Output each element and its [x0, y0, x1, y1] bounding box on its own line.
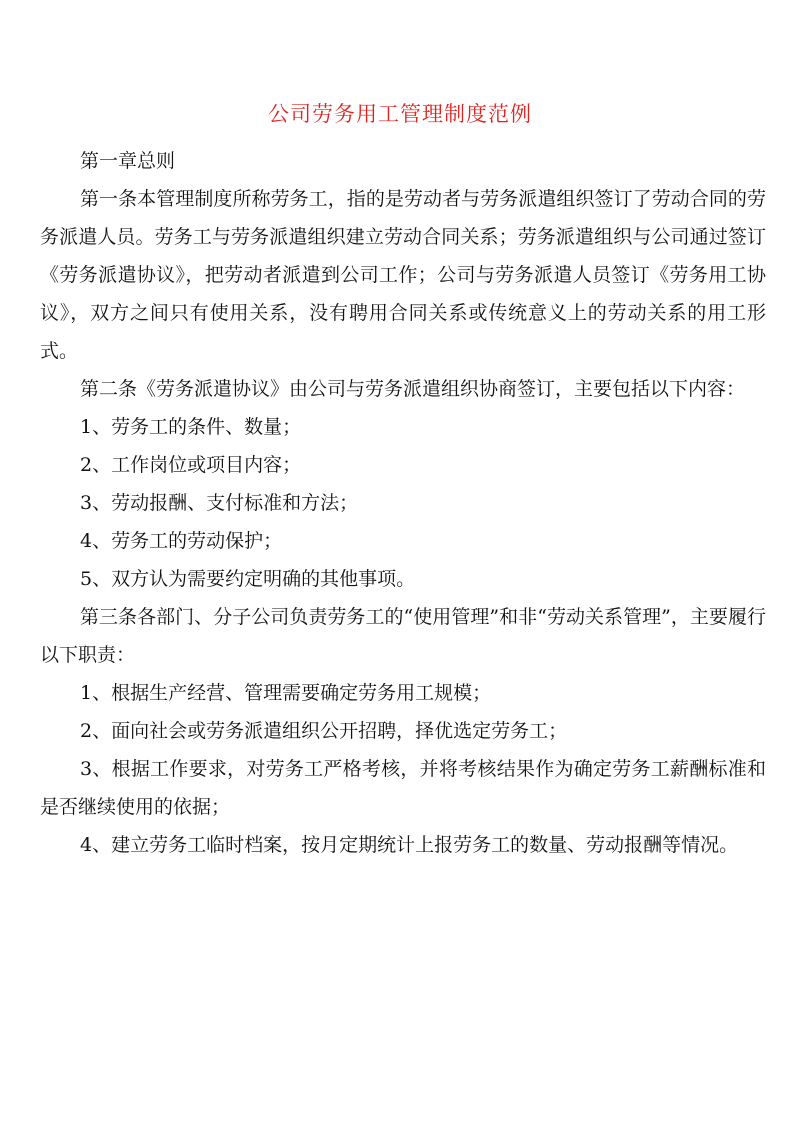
article-2-item-4: 4、劳务工的劳动保护； [80, 530, 283, 552]
article-3-item-3: 3、根据工作要求，对劳务工严格考核，并将考核结果作为确定劳务工薪酬标准和是否继续使用的依据； [40, 758, 766, 818]
article-1-paragraph: 第一条本管理制度所称劳务工，指的是劳动者与劳务派遣组织签订了劳动合同的劳务派遣人员。劳务工与劳务派遣组织建立劳动合同关系；劳务派遣组织与公司通过签订《劳务派遣协议》，把劳动者派遣到公司工作；公司与劳务派遣人员签订《劳务用工协议》，双方之间只有使用关系，没有聘用合同关系或传统意义上的劳动关系的用工形式。 [40, 188, 766, 362]
article-3-item-4: 4、建立劳务工临时档案，按月定期统计上报劳务工的数量、劳动报酬等情况。 [80, 834, 739, 856]
article-2-item-3: 3、劳动报酬、支付标准和方法； [80, 492, 359, 514]
document-body [40, 142, 766, 864]
article-2-paragraph: 第二条《劳务派遣协议》由公司与劳务派遣组织协商签订，主要包括以下内容： [80, 378, 746, 400]
article-2-item-2: 2、工作岗位或项目内容； [80, 454, 302, 476]
article-3-item-2: 2、面向社会或劳务派遣组织公开招聘，择优选定劳务工； [80, 720, 568, 742]
document-title: 公司劳务用工管理制度范例 [268, 102, 532, 126]
article-3-paragraph: 第三条各部门、分子公司负责劳务工的“使用管理”和非“劳动关系管理”，主要履行以下职责： [40, 606, 766, 666]
article-3-item-1: 1、根据生产经营、管理需要确定劳务用工规模； [80, 682, 492, 704]
chapter-heading: 第一章总则 [80, 150, 176, 172]
article-2-item-1: 1、劳务工的条件、数量； [80, 416, 302, 438]
article-2-item-5: 5、双方认为需要约定明确的其他事项。 [80, 568, 416, 590]
